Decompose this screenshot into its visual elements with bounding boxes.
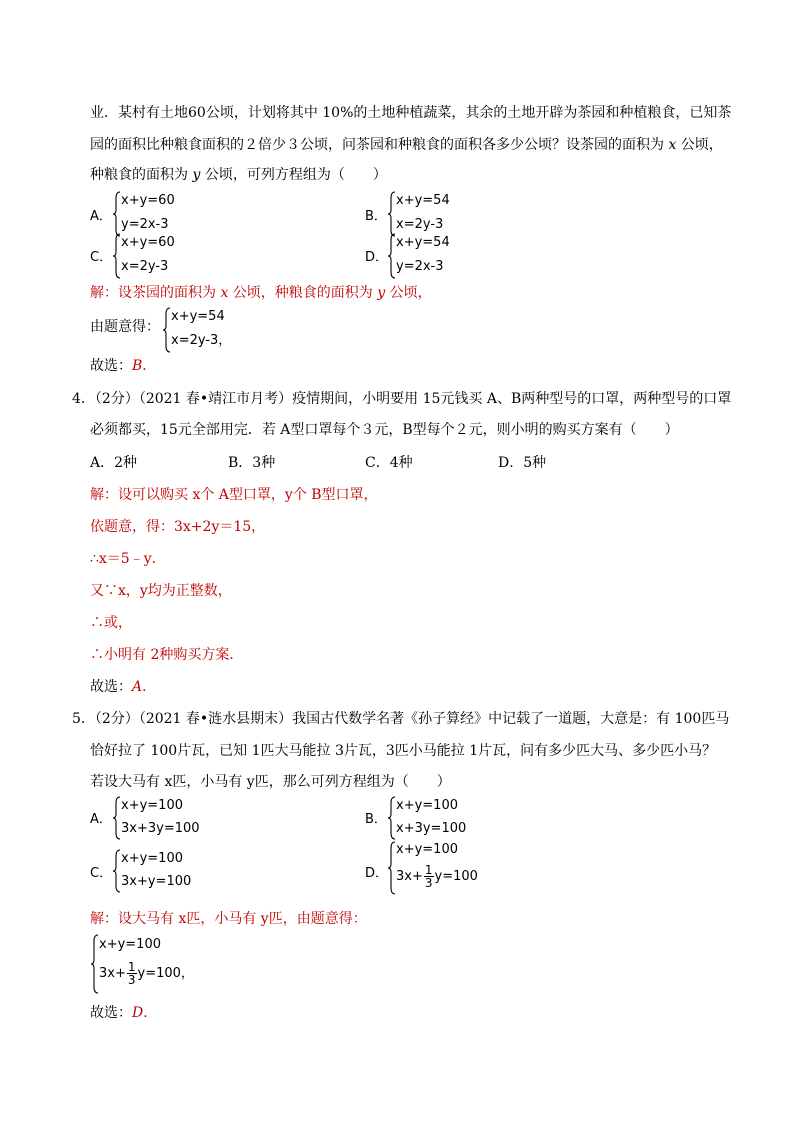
solution3-line1: 解：设茶园的面积为 x 公顷，种粮食的面积为 y 公顷，: [90, 285, 432, 301]
problem4-option-d: D．5种: [498, 455, 547, 471]
problem4-option-a: A．2种: [90, 455, 138, 471]
equation-1: x+y=60: [121, 193, 175, 208]
equation-2: 3x+3y=100: [121, 821, 200, 836]
problem5-text-line2: 恰好拉了 100片瓦，已知 1匹大马能拉 3片瓦，3匹小马能拉 1片瓦，问有多少匹大马、多少匹小马？: [90, 743, 717, 759]
brace-icon: [387, 232, 396, 280]
option-c-equation-system: [112, 848, 232, 894]
option-c-label: C．: [90, 250, 113, 265]
equation-1: x+y=54: [171, 309, 225, 324]
brace-icon: [112, 190, 121, 238]
problem4-option-c: C．4种: [365, 455, 413, 471]
equation-2: 3x+y=100: [121, 874, 192, 889]
equation-1: x+y=100: [121, 798, 183, 813]
solution3-line2-label: 由题意得：: [90, 319, 160, 335]
option-a-label: A．: [90, 812, 112, 827]
solution4-line6: ∴小明有 2种购买方案．: [90, 647, 244, 663]
equation-1: x+y=100: [396, 798, 458, 813]
brace-icon: [387, 840, 396, 896]
equation-2: x+3y=100: [396, 821, 467, 836]
option-b-label: B．: [365, 209, 387, 224]
equation-2: x=2y-3，: [171, 333, 232, 348]
option-d-equation-system: [387, 232, 497, 280]
equation-2: 3x+ $\frac{1}{3}$ y=100: [396, 863, 478, 890]
option-a-equation-system: [112, 190, 222, 238]
solution4-line5: ∴或，: [90, 615, 132, 631]
fraction: $\frac{1}{3}$: [127, 960, 136, 987]
solution5-answer: 故选：D．: [90, 1005, 158, 1021]
equation-1: x+y=100: [121, 851, 183, 866]
solution5-equation-system: [90, 933, 230, 995]
brace-icon: [387, 795, 396, 841]
brace-icon: [90, 933, 99, 995]
solution4-answer: 故选：A．: [90, 679, 157, 695]
equation-1: x+y=54: [396, 193, 450, 208]
problem3-text-line3: 种粮食的面积为 y 公顷，可列方程组为（ ）: [90, 167, 387, 183]
option-a-equation-system: [112, 795, 232, 841]
problem3-text-line1: 业．某村有土地60公顷，计划将其中 10%的土地种植蔬菜，其余的土地开辟为茶园和种植粮食，已知茶: [90, 105, 732, 121]
solution3-equation-system: [162, 306, 272, 354]
equation-1: x+y=100: [396, 842, 458, 857]
option-a-label: A．: [90, 209, 112, 224]
problem4-text-line2: 必须都买，15元全部用完．若 A型口罩每个３元，B型每个２元，则小明的购买方案有（ ）: [90, 422, 679, 438]
equation-2: x=2y-3: [396, 217, 444, 232]
problem4-text-line1: 4．（2分）（2021 春•靖江市月考）疫情期间，小明要用 15元钱买 A、B两种型号的口罩，两种型号的口罩: [72, 391, 732, 407]
option-c-equation-system: [112, 232, 222, 280]
equation-2: 3x+ $\frac{1}{3}$ y=100，: [99, 960, 194, 987]
brace-icon: [162, 306, 171, 354]
brace-icon: [112, 795, 121, 841]
solution4-line3: ∴x＝5﹣y．: [90, 551, 166, 567]
brace-icon: [112, 848, 121, 894]
option-c-label: C．: [90, 866, 113, 881]
option-b-equation-system: [387, 190, 497, 238]
equation-2: x=2y-3: [121, 259, 169, 274]
brace-icon: [387, 190, 396, 238]
problem5-text-line3: 若设大马有 x匹，小马有 y匹，那么可列方程组为（ ）: [90, 774, 451, 790]
solution4-line4: 又∵x，y均为正整数，: [90, 583, 232, 599]
option-b-equation-system: [387, 795, 507, 841]
solution5-line1: 解：设大马有 x匹，小马有 y匹，由题意得：: [90, 911, 367, 927]
fraction: $\frac{1}{3}$: [424, 863, 433, 890]
problem4-option-b: B．3种: [228, 455, 276, 471]
equation-1: x+y=100: [99, 937, 161, 952]
option-d-label: D．: [365, 250, 389, 265]
option-b-label: B．: [365, 812, 387, 827]
solution4-line1: 解：设可以购买 x个 A型口罩，y个 B型口罩，: [90, 487, 378, 503]
solution3-answer: 故选：B．: [90, 358, 157, 374]
equation-2: y=2x-3: [121, 217, 169, 232]
equation-1: x+y=54: [396, 235, 450, 250]
problem3-text-line2: 园的面积比种粮食面积的２倍少３公顷，问茶园和种粮食的面积各多少公顷？设茶园的面积为 x 公顷，: [90, 137, 723, 153]
option-d-equation-system: [387, 840, 507, 896]
equation-2: y=2x-3: [396, 259, 444, 274]
option-d-label: D．: [365, 866, 389, 881]
problem5-text-line1: 5．（2分）（2021 春•涟水县期末）我国古代数学名著《孙子算经》中记载了一道题，大意是：有 100匹马: [72, 711, 730, 727]
equation-1: x+y=60: [121, 235, 175, 250]
solution4-line2: 依题意，得：3x+2y＝15，: [90, 519, 266, 535]
brace-icon: [112, 232, 121, 280]
